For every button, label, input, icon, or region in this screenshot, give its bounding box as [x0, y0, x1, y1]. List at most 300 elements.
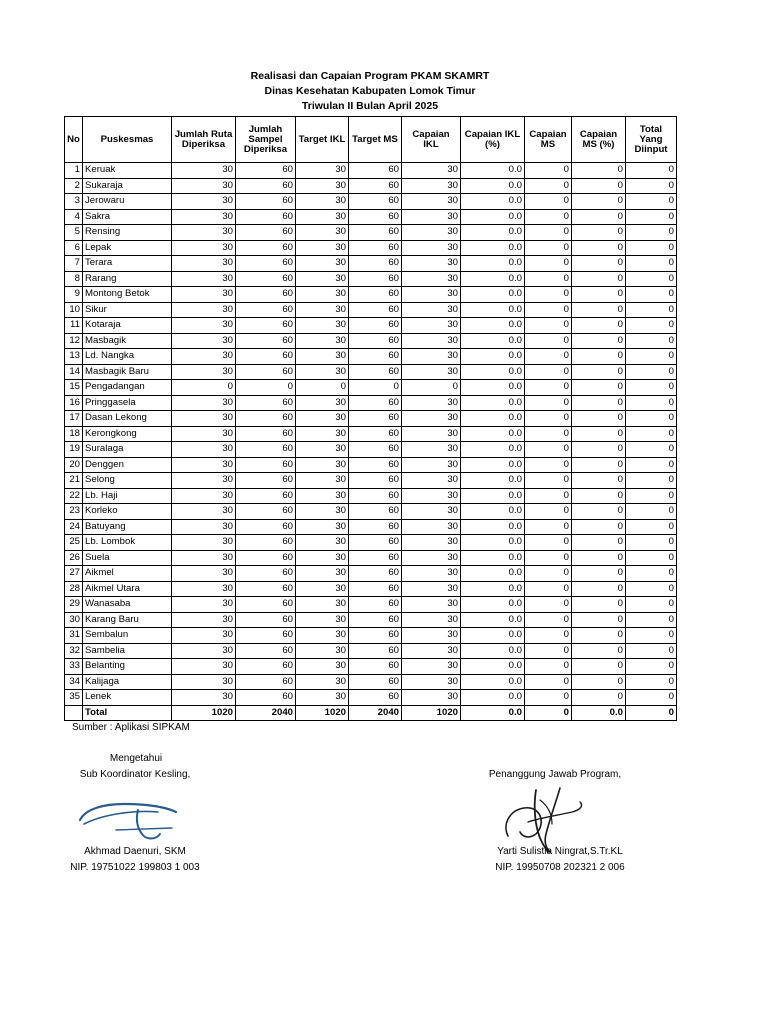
- cell-capaian-ms-percent: 0: [572, 256, 626, 272]
- cell-jumlah-sampel: 60: [236, 690, 296, 706]
- header-target-ms: Target MS: [349, 117, 402, 163]
- cell-target-ikl: 30: [296, 581, 349, 597]
- cell-jumlah-sampel: 60: [236, 473, 296, 489]
- cell-target-ikl: 30: [296, 256, 349, 272]
- cell-jumlah-sampel: 60: [236, 628, 296, 644]
- cell-capaian-ms: 0: [525, 271, 572, 287]
- cell-puskesmas: Suralaga: [83, 442, 172, 458]
- cell-capaian-ikl: 30: [402, 457, 461, 473]
- cell-target-ikl: 30: [296, 178, 349, 194]
- cell-target-ms: 60: [349, 194, 402, 210]
- right-signer-nip: NIP. 19950708 202321 2 006: [495, 862, 625, 873]
- cell-no: 16: [65, 395, 83, 411]
- cell-capaian-ikl: 30: [402, 566, 461, 582]
- cell-jumlah-sampel: 60: [236, 225, 296, 241]
- cell-capaian-ms-percent: 0: [572, 380, 626, 396]
- cell-capaian-ms: 0: [525, 457, 572, 473]
- cell-capaian-ms: 0: [525, 380, 572, 396]
- cell-total-diinput: 0: [626, 411, 677, 427]
- cell-capaian-ms-percent: 0: [572, 395, 626, 411]
- report-subtitle-agency: Dinas Kesehatan Kabupaten Lomok Timur: [264, 85, 476, 97]
- table-row: [65, 473, 677, 489]
- cell-capaian-ms-percent: 0: [572, 519, 626, 535]
- total-target-ms: 2040: [349, 705, 402, 721]
- cell-jumlah-sampel: 60: [236, 240, 296, 256]
- table-row: [65, 612, 677, 628]
- cell-capaian-ikl-percent: 0.0: [461, 473, 525, 489]
- total-cell-no: [65, 705, 83, 721]
- cell-total-diinput: 0: [626, 690, 677, 706]
- cell-jumlah-sampel: 60: [236, 333, 296, 349]
- cell-capaian-ms-percent: 0: [572, 364, 626, 380]
- cell-no: 32: [65, 643, 83, 659]
- table-total-row: [65, 705, 677, 721]
- cell-jumlah-sampel: 60: [236, 395, 296, 411]
- cell-capaian-ikl-percent: 0.0: [461, 163, 525, 179]
- cell-jumlah-sampel: 60: [236, 163, 296, 179]
- cell-total-diinput: 0: [626, 473, 677, 489]
- cell-jumlah-sampel: 60: [236, 597, 296, 613]
- cell-no: 5: [65, 225, 83, 241]
- cell-capaian-ikl: 30: [402, 535, 461, 551]
- cell-target-ms: 60: [349, 411, 402, 427]
- cell-capaian-ms-percent: 0: [572, 473, 626, 489]
- cell-capaian-ms-percent: 0: [572, 535, 626, 551]
- cell-total-diinput: 0: [626, 426, 677, 442]
- cell-jumlah-sampel: 60: [236, 271, 296, 287]
- cell-jumlah-ruta: 30: [172, 473, 236, 489]
- cell-capaian-ikl-percent: 0.0: [461, 395, 525, 411]
- cell-target-ms: 60: [349, 457, 402, 473]
- cell-capaian-ikl-percent: 0.0: [461, 597, 525, 613]
- cell-jumlah-ruta: 30: [172, 271, 236, 287]
- cell-capaian-ikl: 30: [402, 659, 461, 675]
- cell-target-ikl: 30: [296, 302, 349, 318]
- cell-target-ms: 0: [349, 380, 402, 396]
- cell-total-diinput: 0: [626, 566, 677, 582]
- cell-puskesmas: Terara: [83, 256, 172, 272]
- cell-target-ikl: 30: [296, 566, 349, 582]
- cell-target-ms: 60: [349, 240, 402, 256]
- cell-no: 13: [65, 349, 83, 365]
- cell-target-ms: 60: [349, 612, 402, 628]
- cell-total-diinput: 0: [626, 271, 677, 287]
- cell-puskesmas: Lepak: [83, 240, 172, 256]
- cell-target-ms: 60: [349, 504, 402, 520]
- cell-puskesmas: Suela: [83, 550, 172, 566]
- left-signature-icon: [76, 790, 188, 846]
- data-source-note: Sumber : Aplikasi SIPKAM: [72, 722, 190, 733]
- cell-target-ikl: 30: [296, 318, 349, 334]
- cell-target-ikl: 30: [296, 612, 349, 628]
- cell-capaian-ms-percent: 0: [572, 659, 626, 675]
- cell-total-diinput: 0: [626, 380, 677, 396]
- right-signer-role: Penanggung Jawab Program,: [488, 769, 622, 780]
- cell-jumlah-sampel: 60: [236, 566, 296, 582]
- cell-capaian-ikl-percent: 0.0: [461, 271, 525, 287]
- cell-jumlah-ruta: 30: [172, 643, 236, 659]
- cell-no: 3: [65, 194, 83, 210]
- cell-puskesmas: Sembalun: [83, 628, 172, 644]
- table-row: [65, 504, 677, 520]
- header-capaian-ikl: Capaian IKL: [402, 117, 461, 163]
- cell-capaian-ikl: 30: [402, 504, 461, 520]
- table-row: [65, 380, 677, 396]
- cell-capaian-ms: 0: [525, 488, 572, 504]
- cell-capaian-ms: 0: [525, 225, 572, 241]
- total-jumlah-ruta: 1020: [172, 705, 236, 721]
- cell-no: 34: [65, 674, 83, 690]
- table-row: [65, 411, 677, 427]
- cell-target-ikl: 30: [296, 628, 349, 644]
- cell-jumlah-sampel: 60: [236, 209, 296, 225]
- cell-capaian-ms-percent: 0: [572, 163, 626, 179]
- cell-puskesmas: Sambelia: [83, 643, 172, 659]
- cell-capaian-ms-percent: 0: [572, 333, 626, 349]
- cell-target-ms: 60: [349, 581, 402, 597]
- cell-jumlah-ruta: 30: [172, 302, 236, 318]
- cell-capaian-ikl-percent: 0.0: [461, 426, 525, 442]
- cell-capaian-ms-percent: 0: [572, 194, 626, 210]
- cell-jumlah-sampel: 60: [236, 643, 296, 659]
- cell-target-ms: 60: [349, 643, 402, 659]
- cell-target-ms: 60: [349, 674, 402, 690]
- cell-target-ikl: 30: [296, 333, 349, 349]
- cell-capaian-ikl: 30: [402, 411, 461, 427]
- cell-no: 6: [65, 240, 83, 256]
- cell-capaian-ikl: 30: [402, 550, 461, 566]
- cell-no: 28: [65, 581, 83, 597]
- cell-puskesmas: Lenek: [83, 690, 172, 706]
- table-row: [65, 581, 677, 597]
- cell-jumlah-sampel: 60: [236, 442, 296, 458]
- cell-total-diinput: 0: [626, 581, 677, 597]
- total-capaian-ikl-percent: 0.0: [461, 705, 525, 721]
- cell-puskesmas: Sukaraja: [83, 178, 172, 194]
- cell-puskesmas: Sakra: [83, 209, 172, 225]
- cell-capaian-ikl: 30: [402, 612, 461, 628]
- cell-target-ms: 60: [349, 395, 402, 411]
- cell-no: 11: [65, 318, 83, 334]
- cell-jumlah-sampel: 60: [236, 504, 296, 520]
- cell-capaian-ikl: 30: [402, 178, 461, 194]
- cell-puskesmas: Masbagik: [83, 333, 172, 349]
- cell-no: 24: [65, 519, 83, 535]
- cell-target-ms: 60: [349, 271, 402, 287]
- cell-capaian-ikl-percent: 0.0: [461, 209, 525, 225]
- cell-puskesmas: Kotaraja: [83, 318, 172, 334]
- header-jumlah-ruta: Jumlah Ruta Diperiksa: [172, 117, 236, 163]
- cell-capaian-ikl-percent: 0.0: [461, 488, 525, 504]
- cell-total-diinput: 0: [626, 535, 677, 551]
- table-row: [65, 209, 677, 225]
- cell-target-ikl: 30: [296, 488, 349, 504]
- cell-jumlah-sampel: 0: [236, 380, 296, 396]
- cell-target-ms: 60: [349, 318, 402, 334]
- cell-target-ikl: 30: [296, 473, 349, 489]
- cell-total-diinput: 0: [626, 163, 677, 179]
- cell-capaian-ikl: 30: [402, 395, 461, 411]
- cell-capaian-ms: 0: [525, 349, 572, 365]
- cell-jumlah-sampel: 60: [236, 457, 296, 473]
- cell-target-ms: 60: [349, 550, 402, 566]
- cell-puskesmas: Rensing: [83, 225, 172, 241]
- cell-puskesmas: Lb. Lombok: [83, 535, 172, 551]
- cell-capaian-ms: 0: [525, 302, 572, 318]
- cell-capaian-ms: 0: [525, 643, 572, 659]
- cell-no: 14: [65, 364, 83, 380]
- cell-total-diinput: 0: [626, 302, 677, 318]
- cell-capaian-ikl-percent: 0.0: [461, 581, 525, 597]
- cell-capaian-ikl: 30: [402, 597, 461, 613]
- cell-total-diinput: 0: [626, 643, 677, 659]
- cell-target-ms: 60: [349, 473, 402, 489]
- cell-capaian-ms: 0: [525, 674, 572, 690]
- cell-total-diinput: 0: [626, 442, 677, 458]
- cell-jumlah-ruta: 30: [172, 612, 236, 628]
- cell-capaian-ikl-percent: 0.0: [461, 302, 525, 318]
- cell-capaian-ikl-percent: 0.0: [461, 643, 525, 659]
- cell-jumlah-ruta: 30: [172, 256, 236, 272]
- cell-capaian-ikl-percent: 0.0: [461, 333, 525, 349]
- cell-target-ikl: 30: [296, 659, 349, 675]
- table-row: [65, 643, 677, 659]
- cell-no: 33: [65, 659, 83, 675]
- cell-puskesmas: Rarang: [83, 271, 172, 287]
- cell-capaian-ikl: 30: [402, 271, 461, 287]
- cell-capaian-ikl-percent: 0.0: [461, 612, 525, 628]
- cell-jumlah-ruta: 30: [172, 194, 236, 210]
- cell-capaian-ikl-percent: 0.0: [461, 442, 525, 458]
- cell-capaian-ikl-percent: 0.0: [461, 349, 525, 365]
- cell-target-ms: 60: [349, 488, 402, 504]
- cell-jumlah-ruta: 30: [172, 209, 236, 225]
- table-row: [65, 178, 677, 194]
- cell-capaian-ikl-percent: 0.0: [461, 659, 525, 675]
- cell-capaian-ikl-percent: 0.0: [461, 225, 525, 241]
- cell-capaian-ikl: 30: [402, 364, 461, 380]
- cell-capaian-ms-percent: 0: [572, 674, 626, 690]
- cell-puskesmas: Korleko: [83, 504, 172, 520]
- cell-capaian-ms-percent: 0: [572, 597, 626, 613]
- cell-puskesmas: Pengadangan: [83, 380, 172, 396]
- cell-capaian-ikl: 30: [402, 349, 461, 365]
- cell-capaian-ms-percent: 0: [572, 643, 626, 659]
- cell-no: 30: [65, 612, 83, 628]
- cell-jumlah-sampel: 60: [236, 519, 296, 535]
- cell-puskesmas: Jerowaru: [83, 194, 172, 210]
- cell-target-ikl: 30: [296, 674, 349, 690]
- left-acknowledgement-label: Mengetahui: [109, 753, 163, 764]
- cell-capaian-ms: 0: [525, 163, 572, 179]
- right-signature-icon: [500, 782, 590, 856]
- cell-puskesmas: Karang Baru: [83, 612, 172, 628]
- cell-capaian-ikl: 30: [402, 240, 461, 256]
- cell-capaian-ikl-percent: 0.0: [461, 287, 525, 303]
- cell-capaian-ms-percent: 0: [572, 287, 626, 303]
- cell-puskesmas: Wanasaba: [83, 597, 172, 613]
- cell-capaian-ms: 0: [525, 550, 572, 566]
- cell-total-diinput: 0: [626, 225, 677, 241]
- cell-target-ikl: 30: [296, 271, 349, 287]
- table-row: [65, 302, 677, 318]
- cell-capaian-ms-percent: 0: [572, 209, 626, 225]
- cell-capaian-ikl-percent: 0.0: [461, 674, 525, 690]
- cell-target-ikl: 30: [296, 349, 349, 365]
- table-row: [65, 240, 677, 256]
- cell-capaian-ms: 0: [525, 364, 572, 380]
- cell-target-ikl: 30: [296, 194, 349, 210]
- cell-no: 2: [65, 178, 83, 194]
- cell-jumlah-ruta: 30: [172, 519, 236, 535]
- cell-jumlah-ruta: 30: [172, 457, 236, 473]
- cell-capaian-ikl-percent: 0.0: [461, 519, 525, 535]
- cell-jumlah-ruta: 30: [172, 659, 236, 675]
- cell-capaian-ms-percent: 0: [572, 690, 626, 706]
- cell-jumlah-ruta: 30: [172, 163, 236, 179]
- cell-jumlah-ruta: 30: [172, 333, 236, 349]
- cell-capaian-ms: 0: [525, 628, 572, 644]
- cell-jumlah-sampel: 60: [236, 287, 296, 303]
- cell-no: 26: [65, 550, 83, 566]
- cell-capaian-ikl-percent: 0.0: [461, 690, 525, 706]
- cell-total-diinput: 0: [626, 178, 677, 194]
- table-row: [65, 566, 677, 582]
- cell-target-ikl: 30: [296, 535, 349, 551]
- cell-puskesmas: Selong: [83, 473, 172, 489]
- cell-no: 31: [65, 628, 83, 644]
- table-row: [65, 318, 677, 334]
- cell-capaian-ms: 0: [525, 411, 572, 427]
- cell-total-diinput: 0: [626, 674, 677, 690]
- cell-jumlah-sampel: 60: [236, 411, 296, 427]
- cell-capaian-ikl-percent: 0.0: [461, 380, 525, 396]
- cell-jumlah-sampel: 60: [236, 581, 296, 597]
- cell-jumlah-ruta: 30: [172, 442, 236, 458]
- cell-jumlah-ruta: 30: [172, 178, 236, 194]
- cell-jumlah-ruta: 30: [172, 395, 236, 411]
- cell-capaian-ikl-percent: 0.0: [461, 318, 525, 334]
- cell-capaian-ms: 0: [525, 240, 572, 256]
- cell-capaian-ms: 0: [525, 597, 572, 613]
- cell-jumlah-sampel: 60: [236, 302, 296, 318]
- cell-puskesmas: Aikmel: [83, 566, 172, 582]
- cell-jumlah-ruta: 30: [172, 628, 236, 644]
- header-capaian-ms: Capaian MS: [525, 117, 572, 163]
- cell-target-ikl: 30: [296, 240, 349, 256]
- cell-jumlah-sampel: 60: [236, 364, 296, 380]
- cell-capaian-ms-percent: 0: [572, 271, 626, 287]
- cell-target-ms: 60: [349, 566, 402, 582]
- table-row: [65, 256, 677, 272]
- cell-puskesmas: Lb. Haji: [83, 488, 172, 504]
- header-total-diinput: Total Yang Diinput: [626, 117, 677, 163]
- cell-capaian-ikl: 30: [402, 442, 461, 458]
- cell-jumlah-ruta: 30: [172, 550, 236, 566]
- cell-capaian-ikl-percent: 0.0: [461, 535, 525, 551]
- cell-total-diinput: 0: [626, 597, 677, 613]
- cell-puskesmas: Kerongkong: [83, 426, 172, 442]
- cell-capaian-ms: 0: [525, 256, 572, 272]
- cell-capaian-ikl: 0: [402, 380, 461, 396]
- cell-target-ikl: 30: [296, 411, 349, 427]
- cell-no: 27: [65, 566, 83, 582]
- cell-total-diinput: 0: [626, 612, 677, 628]
- table-row: [65, 690, 677, 706]
- cell-no: 12: [65, 333, 83, 349]
- cell-capaian-ikl: 30: [402, 674, 461, 690]
- cell-jumlah-ruta: 30: [172, 690, 236, 706]
- cell-capaian-ikl-percent: 0.0: [461, 178, 525, 194]
- cell-capaian-ms: 0: [525, 473, 572, 489]
- cell-jumlah-ruta: 30: [172, 426, 236, 442]
- table-header-row: [65, 117, 677, 163]
- cell-capaian-ikl-percent: 0.0: [461, 504, 525, 520]
- cell-target-ms: 60: [349, 178, 402, 194]
- cell-capaian-ms-percent: 0: [572, 225, 626, 241]
- cell-capaian-ikl-percent: 0.0: [461, 457, 525, 473]
- cell-target-ikl: 30: [296, 643, 349, 659]
- header-target-ikl: Target IKL: [296, 117, 349, 163]
- cell-puskesmas: Dasan Lekong: [83, 411, 172, 427]
- cell-target-ms: 60: [349, 163, 402, 179]
- cell-total-diinput: 0: [626, 349, 677, 365]
- total-label: Total: [83, 705, 172, 721]
- cell-puskesmas: Keruak: [83, 163, 172, 179]
- cell-capaian-ikl: 30: [402, 581, 461, 597]
- cell-jumlah-sampel: 60: [236, 194, 296, 210]
- cell-target-ikl: 30: [296, 690, 349, 706]
- cell-jumlah-ruta: 30: [172, 287, 236, 303]
- cell-capaian-ikl-percent: 0.0: [461, 411, 525, 427]
- cell-target-ms: 60: [349, 209, 402, 225]
- cell-capaian-ms: 0: [525, 209, 572, 225]
- cell-capaian-ms: 0: [525, 504, 572, 520]
- cell-jumlah-sampel: 60: [236, 256, 296, 272]
- cell-capaian-ms-percent: 0: [572, 442, 626, 458]
- cell-capaian-ikl-percent: 0.0: [461, 240, 525, 256]
- cell-capaian-ms: 0: [525, 287, 572, 303]
- cell-target-ikl: 30: [296, 163, 349, 179]
- table-row: [65, 225, 677, 241]
- cell-capaian-ms: 0: [525, 395, 572, 411]
- cell-capaian-ikl: 30: [402, 163, 461, 179]
- cell-jumlah-sampel: 60: [236, 318, 296, 334]
- cell-capaian-ms: 0: [525, 442, 572, 458]
- cell-no: 20: [65, 457, 83, 473]
- cell-capaian-ikl: 30: [402, 302, 461, 318]
- header-capaian-ikl-percent: Capaian IKL (%): [461, 117, 525, 163]
- cell-capaian-ikl: 30: [402, 194, 461, 210]
- cell-capaian-ms-percent: 0: [572, 628, 626, 644]
- cell-puskesmas: Masbagik Baru: [83, 364, 172, 380]
- table-row: [65, 426, 677, 442]
- table-row: [65, 271, 677, 287]
- cell-jumlah-ruta: 30: [172, 504, 236, 520]
- table-row: [65, 550, 677, 566]
- cell-jumlah-ruta: 30: [172, 411, 236, 427]
- cell-target-ms: 60: [349, 256, 402, 272]
- cell-capaian-ikl: 30: [402, 488, 461, 504]
- cell-no: 25: [65, 535, 83, 551]
- cell-capaian-ms-percent: 0: [572, 581, 626, 597]
- cell-capaian-ms: 0: [525, 318, 572, 334]
- total-capaian-ms-percent: 0.0: [572, 705, 626, 721]
- cell-capaian-ikl-percent: 0.0: [461, 256, 525, 272]
- cell-puskesmas: Montong Betok: [83, 287, 172, 303]
- cell-no: 22: [65, 488, 83, 504]
- cell-no: 7: [65, 256, 83, 272]
